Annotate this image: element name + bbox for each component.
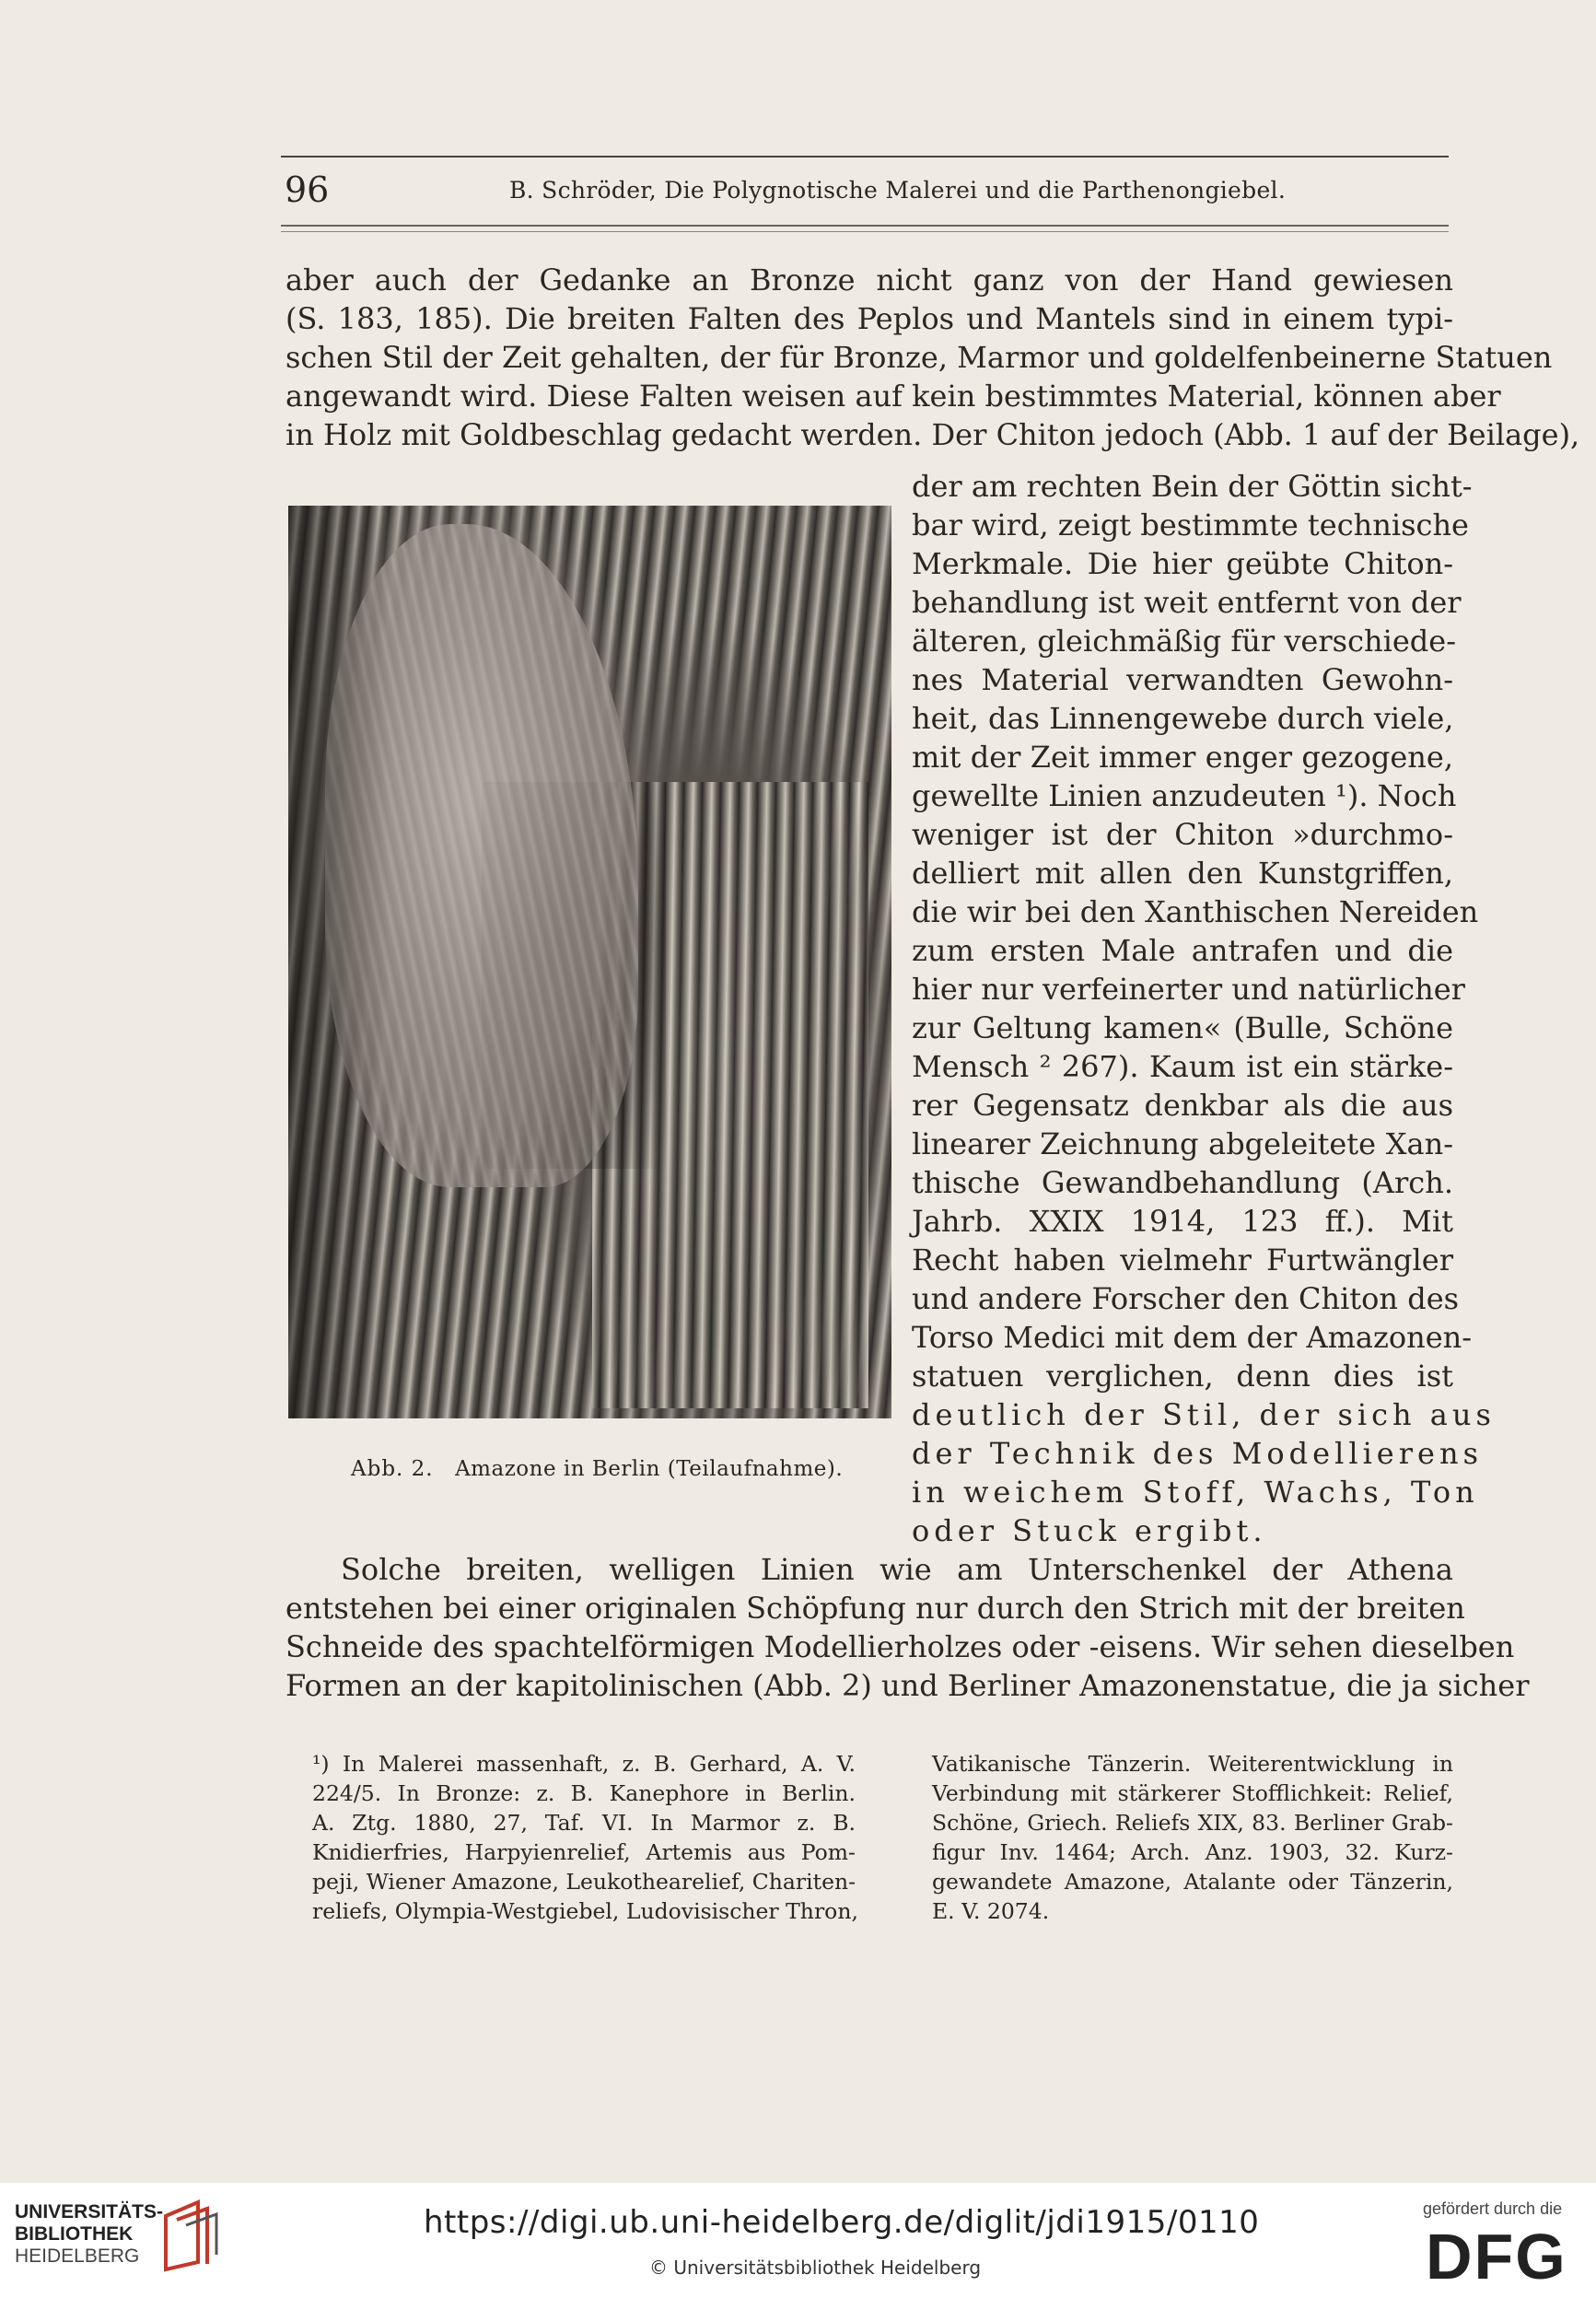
column-line: thische Gewandbehandlung (Arch. <box>912 1165 1453 1200</box>
footnote-line: peji, Wiener Amazone, Leukothearelief, Chariten- <box>312 1869 856 1895</box>
column-line: statuen verglichen, denn dies ist <box>912 1359 1453 1394</box>
dfg-logo[interactable]: DFG <box>1426 2221 1567 2292</box>
library-name-line1: UNIVERSITÄTS- <box>15 2201 164 2222</box>
footnote-line: A. Ztg. 1880, 27, Taf. VI. In Marmor z. B. <box>312 1810 856 1836</box>
column-line: Recht haben vielmehr Furtwängler <box>912 1242 1453 1277</box>
column-line: rer Gegensatz denkbar als die aus <box>912 1088 1453 1123</box>
column-line: delliert mit allen den Kunstgriffen, <box>912 856 1453 891</box>
footnote-line: Knidierfries, Harpyienrelief, Artemis aus Pom- <box>312 1839 856 1865</box>
column-line: oder Stuck ergibt. <box>912 1513 1267 1548</box>
column-line: deutlich der Stil, der sich aus <box>912 1397 1496 1432</box>
column-line: zur Geltung kamen« (Bulle, Schöne <box>912 1010 1453 1045</box>
header-rule-top <box>281 156 1449 157</box>
footnote-line: reliefs, Olympia-Westgiebel, Ludovisischer Thron, <box>312 1898 858 1924</box>
body-line: (S. 183, 185). Die breiten Falten des Peplos und Mantels sind in einem typi- <box>285 301 1453 336</box>
body-line: schen Stil der Zeit gehalten, der für Bronze, Marmor und goldelfenbeinerne Statuen <box>285 340 1553 375</box>
body-line: Formen an der kapitolinischen (Abb. 2) und Berliner Amazonenstatue, die ja sicher <box>285 1668 1530 1703</box>
footnote-line: Schöne, Griech. Reliefs XIX, 83. Berliner Grab- <box>932 1810 1453 1836</box>
column-line: mit der Zeit immer enger gezogene, <box>912 740 1453 775</box>
body-line: Solche breiten, welligen Linien wie am Unterschenkel der Athena <box>341 1552 1453 1587</box>
figure-caption <box>351 1457 843 1481</box>
library-name-line3: HEIDELBERG <box>15 2246 140 2267</box>
column-line: Mensch ² 267). Kaum ist ein stärke- <box>912 1049 1453 1084</box>
body-line: angewandt wird. Diese Falten weisen auf kein bestimmtes Material, können aber <box>285 379 1501 414</box>
library-name-line2: BIBLIOTHEK <box>15 2223 134 2245</box>
body-line: in Holz mit Goldbeschlag gedacht werden. Der Chiton jedoch (Abb. 1 auf der Beilage), <box>285 417 1580 452</box>
body-line: Schneide des spachtelförmigen Modellierholzes oder -eisens. Wir sehen dieselben <box>285 1629 1515 1664</box>
column-line: die wir bei den Xanthischen Nereiden <box>912 894 1479 929</box>
footnote-line: 224/5. In Bronze: z. B. Kanephore in Berlin. <box>312 1780 856 1806</box>
body-line: aber auch der Gedanke an Bronze nicht ganz von der Hand gewiesen <box>285 262 1453 297</box>
footnote-line: gewandete Amazone, Atalante oder Tänzerin, <box>932 1869 1453 1895</box>
funding-note: gefördert durch die <box>1423 2199 1563 2218</box>
column-line: Merkmale. Die hier geübte Chiton- <box>912 546 1453 581</box>
library-emblem-icon <box>157 2198 221 2273</box>
left-shadow <box>288 506 390 1418</box>
library-logo[interactable] <box>15 2201 162 2268</box>
body-line: entstehen bei einer originalen Schöpfung nur durch den Strich mit der breiten <box>285 1591 1465 1626</box>
running-title: B. Schröder, Die Polygnotische Malerei und die Parthenongiebel. <box>509 177 1287 204</box>
column-line: nes Material verwandten Gewohn- <box>912 662 1453 697</box>
footnote-line: E. V. 2074. <box>932 1898 1050 1924</box>
header-rule-bottom-thin <box>281 231 1449 232</box>
column-line: gewellte Linien anzudeuten ¹). Noch <box>912 778 1457 813</box>
copyright-notice: © Universitätsbibliothek Heidelberg <box>649 2257 982 2279</box>
column-line: Torso Medici mit dem der Amazonen- <box>912 1320 1473 1355</box>
column-line: linearer Zeichnung abgeleitete Xan- <box>912 1126 1453 1161</box>
column-line: und andere Forscher den Chiton des <box>912 1281 1460 1316</box>
page-url-link[interactable]: https://digi.ub.uni-heidelberg.de/diglit/jdi1915/0110 <box>424 2204 1260 2241</box>
figure-label: Abb. 2. <box>351 1457 434 1481</box>
header-rule-bottom <box>281 225 1449 227</box>
page-number: 96 <box>285 169 330 210</box>
column-line: Jahrb. XXIX 1914, 123 ff.). Mit <box>912 1204 1453 1239</box>
column-line: in weichem Stoff, Wachs, Ton <box>912 1475 1479 1510</box>
column-line: der am rechten Bein der Göttin sicht- <box>912 469 1473 504</box>
footnote-line: Verbindung mit stärkerer Stofflichkeit: Relief, <box>932 1780 1453 1806</box>
column-line: älteren, gleichmäßig für verschiede- <box>912 624 1456 659</box>
column-line: bar wird, zeigt bestimmte technische <box>912 507 1469 542</box>
column-line: zum ersten Male antrafen und die <box>912 933 1453 968</box>
footnote-line: figur Inv. 1464; Arch. Anz. 1903, 32. Kurz- <box>932 1839 1453 1865</box>
column-line: hier nur verfeinerter und natürlicher <box>912 972 1465 1007</box>
footnote-line: Vatikanische Tänzerin. Weiterentwicklung in <box>932 1751 1453 1777</box>
column-line: heit, das Linnengewebe durch viele, <box>912 701 1454 736</box>
amazon-statue-photo <box>288 506 891 1418</box>
column-line: der Technik des Modellierens <box>912 1436 1483 1471</box>
figure-caption-text: Amazone in Berlin (Teilaufnahme). <box>455 1457 844 1481</box>
column-line: weniger ist der Chiton »durchmo- <box>912 817 1453 852</box>
footnote-line: ¹) In Malerei massenhaft, z. B. Gerhard, A. V. <box>312 1751 856 1777</box>
column-line: behandlung ist weit entfernt von der <box>912 585 1462 620</box>
